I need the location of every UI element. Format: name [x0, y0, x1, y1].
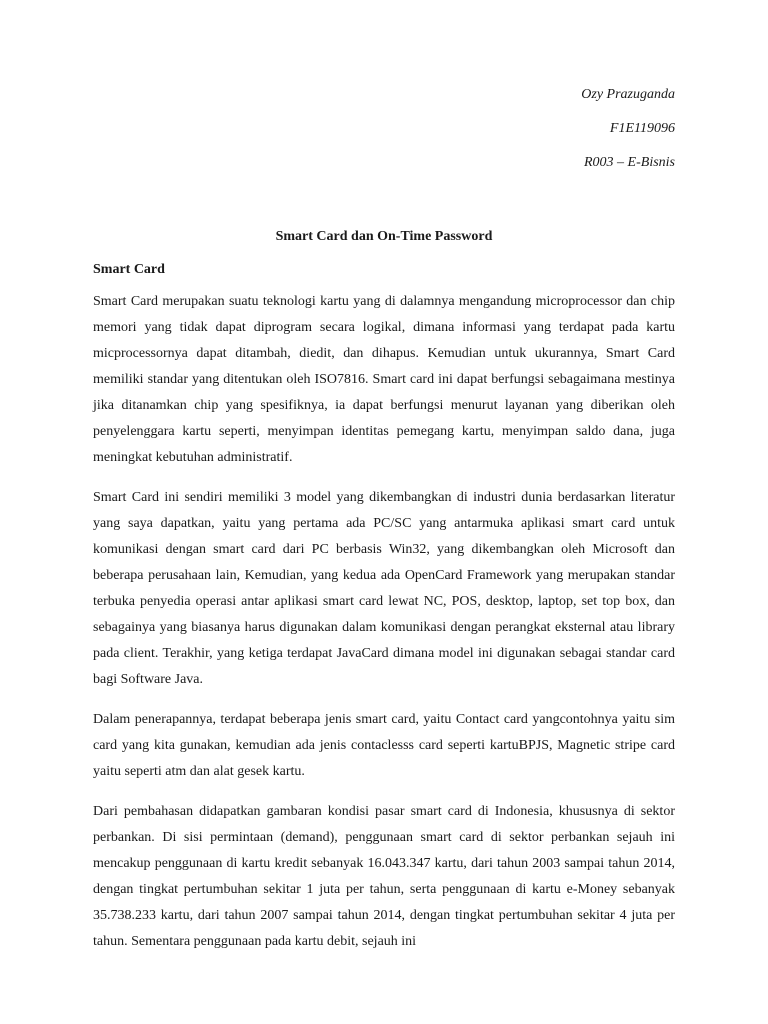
- class-info: R003 – E-Bisnis: [584, 155, 675, 170]
- paragraph-2: Smart Card ini sendiri memiliki 3 model yang dikembangkan di industri dunia berdasarkan literatur yang saya dapatkan, yaitu yang pertama ada PC/SC yang antarmuka aplikasi smart card untuk komunikasi dengan smart card dari PC berbasis Win32, yang dikembangkan oleh Microsoft dan beberapa perusahaan lain, Kemudian, yang kedua ada OpenCard Framework yang merupakan standar terbuka penyedia operasi antar aplikasi smart card lewat NC, POS, desktop, laptop, set top box, dan sebagainya yang biasanya harus digunakan dalam komunikasi dengan perangkat eksternal atau library pada client. Terakhir, yang ketiga terdapat JavaCard dimana model ini digunakan sebagai standar card bagi Software Java.: [93, 490, 675, 687]
- author-name: Ozy Prazuganda: [581, 87, 675, 102]
- document-page: [93, 0, 675, 1024]
- student-id: F1E119096: [609, 121, 675, 136]
- document-title: Smart Card dan On-Time Password: [275, 229, 493, 244]
- paragraph-3: Dalam penerapannya, terdapat beberapa jenis smart card, yaitu Contact card yangcontohnya yaitu sim card yang kita gunakan, kemudian ada jenis contaclesss card seperti kartuBPJS, Magnetic stripe card yaitu seperti atm dan alat gesek kartu.: [93, 712, 675, 779]
- body-text: [93, 289, 675, 969]
- paragraph-4: Dari pembahasan didapatkan gambaran kondisi pasar smart card di Indonesia, khususnya di sektor perbankan. Di sisi permintaan (demand), penggunaan smart card di sektor perbankan sejauh ini mencakup penggunaan di kartu kredit sebanyak 16.043.347 kartu, dari tahun 2003 sampai tahun 2014, dengan tingkat pertumbuhan sekitar 1 juta per tahun, serta penggunaan di kartu e-Money sebanyak 35.738.233 kartu, dari tahun 2007 sampai tahun 2014, dengan tingkat pertumbuhan sekitar 4 juta per tahun. Sementara penggunaan pada kartu debit, sejauh ini: [93, 804, 675, 949]
- section-heading: Smart Card: [93, 262, 165, 277]
- paragraph-1: Smart Card merupakan suatu teknologi kartu yang di dalamnya mengandung microprocessor dan chip memori yang tidak dapat diprogram secara logikal, dimana informasi yang terdapat pada kartu micprocessornya dapat ditambah, diedit, dan dihapus. Kemudian untuk ukurannya, Smart Card memiliki standar yang ditentukan oleh ISO7816. Smart card ini dapat berfungsi sebagaimana mestinya jika ditanamkan chip yang spesifiknya, ia dapat berfungsi menurut layanan yang diberikan oleh penyelenggara kartu seperti, menyimpan identitas pemegang kartu, menyimpan saldo dana, juga meningkat kebutuhan administratif.: [93, 294, 675, 465]
